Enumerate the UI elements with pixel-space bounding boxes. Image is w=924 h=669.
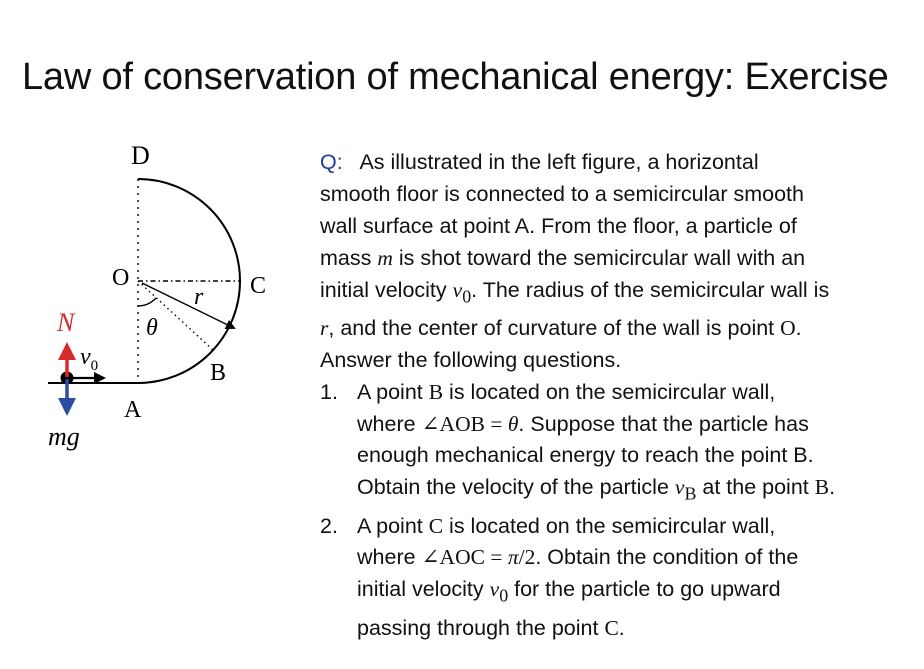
item-2-line-2: where ∠AOC = π/2. Obtain the condition of the	[357, 545, 799, 570]
question-item-1	[320, 377, 920, 511]
item-2-line-1: A point C is located on the semicircular wall,	[357, 513, 776, 538]
intro-line-5: initial velocity $v_0$. The radius of the semicircular wall is	[320, 277, 830, 306]
intro-line-1: Q: As illustrated in the left figure, a horizontal	[320, 150, 759, 174]
label-c: C	[250, 273, 267, 299]
label-r: r	[194, 284, 204, 310]
label-mg: mg	[48, 422, 80, 451]
label-o: O	[112, 265, 130, 291]
item-1-line-3: enough mechanical energy to reach the point B.	[357, 443, 814, 468]
label-n: N	[57, 308, 75, 337]
item-2-line-4: passing through the point C.	[357, 615, 625, 640]
item-1-line-1: A point B is located on the semicircular wall,	[357, 379, 776, 404]
intro-line-7: Answer the following questions.	[320, 347, 622, 372]
label-a: A	[124, 397, 142, 423]
label-theta: θ	[146, 315, 158, 341]
intro-line-3: wall surface at point A. From the floor, a particle of	[320, 213, 797, 238]
item-1-number: 1.	[320, 379, 338, 404]
slide-title: Law of conservation of mechanical energy: Exercise	[22, 56, 889, 98]
label-v0: $v_0$	[80, 344, 99, 374]
label-b: B	[210, 360, 227, 386]
normal-force-arrowhead	[58, 342, 76, 360]
gravity-arrowhead	[58, 398, 76, 416]
theta-arc	[138, 298, 156, 306]
intro-line-2: smooth floor is connected to a semicircular smooth	[320, 181, 804, 206]
item-2-number: 2.	[320, 513, 338, 538]
label-d: D	[131, 141, 150, 170]
question-item-2	[320, 511, 920, 645]
intro-line-6: r, and the center of curvature of the wall is point O.	[320, 315, 802, 340]
item-1-line-2: where ∠AOB = θ. Suppose that the particle has	[357, 411, 809, 436]
question-label: Q:	[320, 150, 343, 174]
item-1-line-4: Obtain the velocity of the particle $v_B$ at the point B.	[357, 475, 836, 504]
question-text	[320, 147, 920, 644]
item-2-line-3: initial velocity $v_0$ for the particle to go upward	[357, 577, 781, 606]
intro-line-4: mass m is shot toward the semicircular wall with an	[320, 245, 806, 270]
